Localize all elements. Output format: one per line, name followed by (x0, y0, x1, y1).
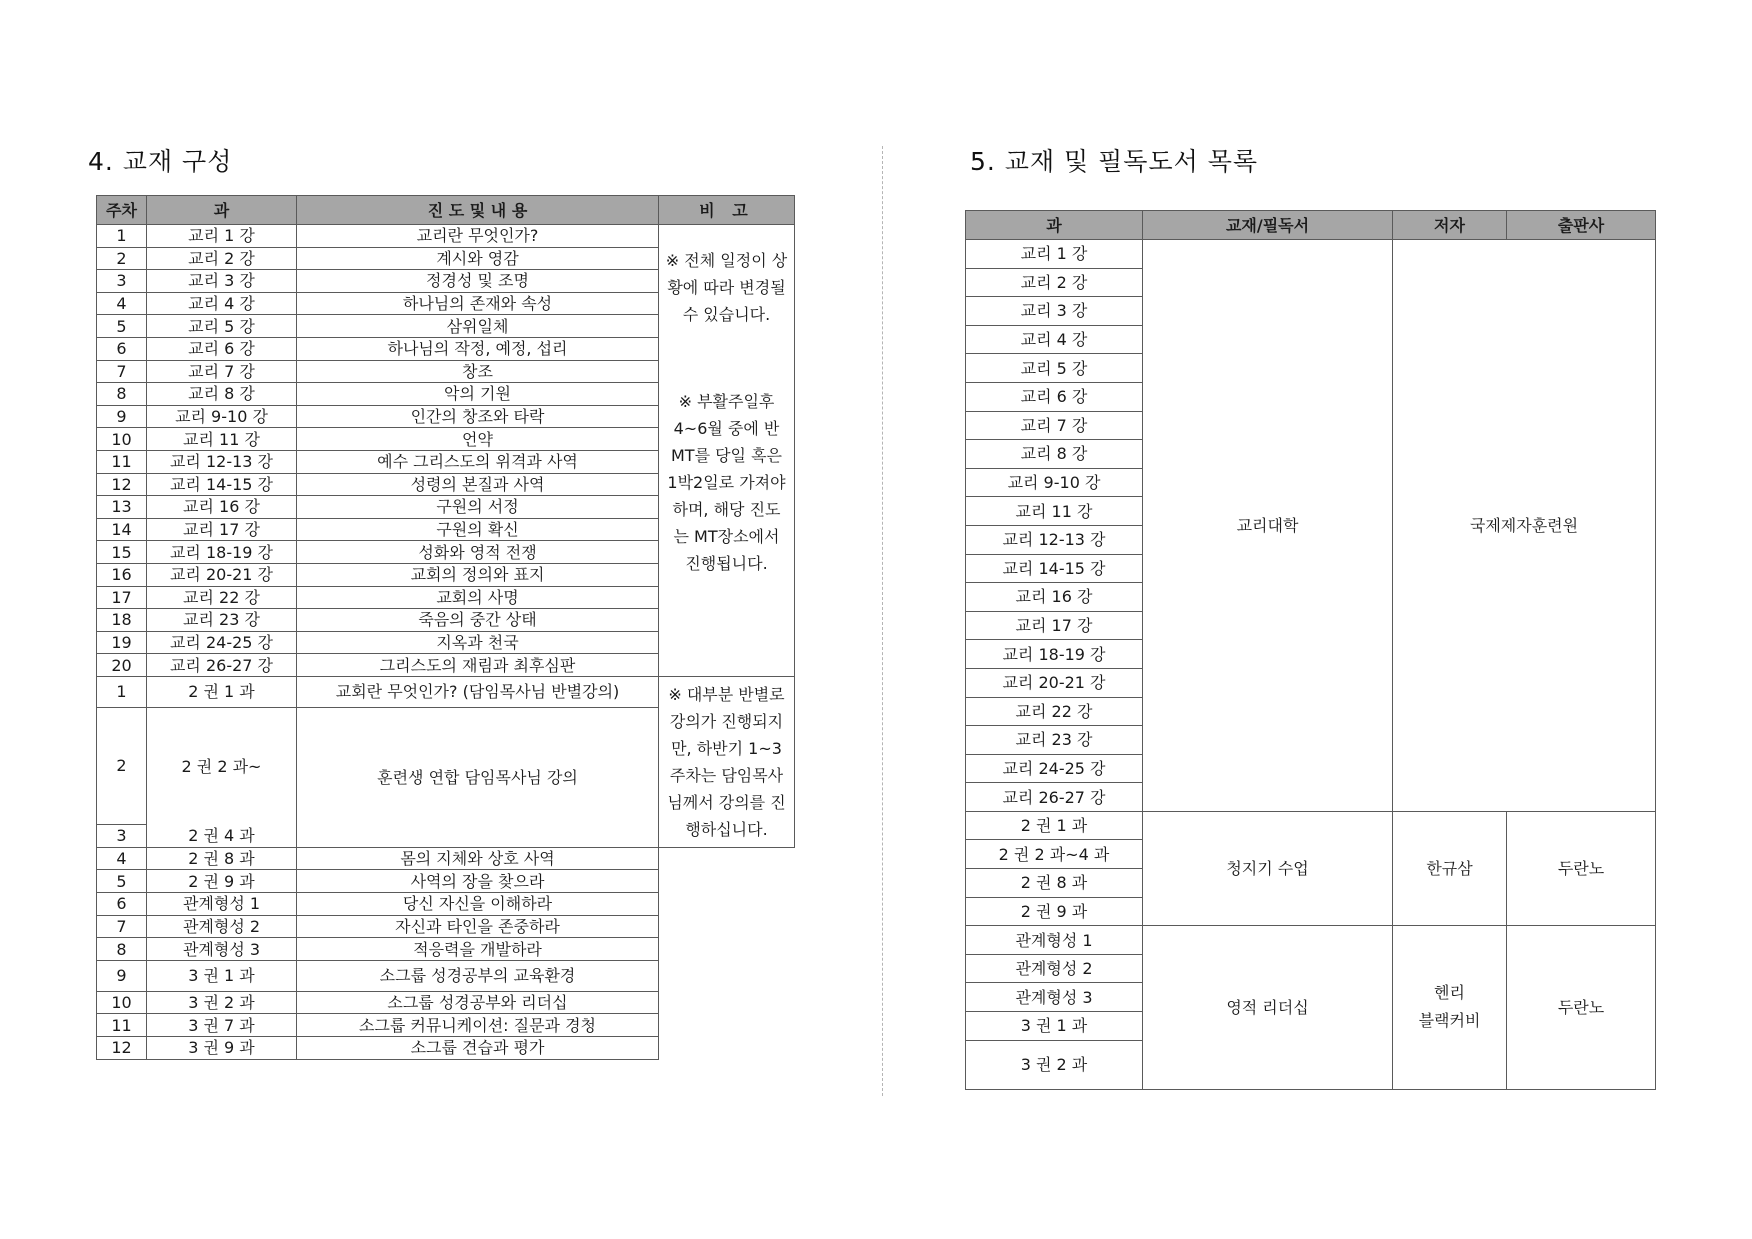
curriculum-second-half-rest (97, 847, 795, 1059)
content-cell: 죽음의 중간 상태 (297, 609, 659, 632)
header-author: 저자 (1393, 211, 1507, 240)
content-cell: 자신과 타인을 존중하라 (297, 915, 659, 938)
lesson-cell: 교리 22 강 (147, 586, 297, 609)
booklist-header-row (966, 211, 1656, 240)
lesson-cell: 교리 14-15 강 (966, 554, 1143, 583)
lesson-cell: 관계형성 3 (966, 983, 1143, 1012)
week-cell: 12 (97, 1037, 147, 1060)
note-text-3: ※ 대부분 반별로 강의가 진행되지만, 하반기 1~3주차는 담임목사님께서 강의를 진행하십니다. (667, 684, 786, 839)
table-row (97, 960, 795, 991)
lesson-cell: 교리 5 강 (147, 315, 297, 338)
content-cell: 지옥과 천국 (297, 631, 659, 654)
content-cell: 몸의 지체와 상호 사역 (297, 847, 659, 870)
content-cell: 삼위일체 (297, 315, 659, 338)
booklist-table (965, 210, 1656, 1090)
week-cell: 8 (97, 383, 147, 406)
book-cell: 청지기 수업 (1143, 811, 1393, 925)
week-cell: 7 (97, 360, 147, 383)
lesson-cell: 교리 8 강 (966, 440, 1143, 469)
lesson-cell: 교리 4 강 (147, 292, 297, 315)
lesson-cell: 교리 3 강 (966, 297, 1143, 326)
header-content: 진 도 및 내 용 (297, 196, 659, 225)
note-text-2: ※ 부활주일후 4~6월 중에 반 MT를 당일 혹은 1박2일로 가져야 하며, 해당 진도는 MT장소에서 진행됩니다. (667, 392, 786, 573)
lesson-cell: 교리 12-13 강 (966, 525, 1143, 554)
week-cell: 15 (97, 541, 147, 564)
note-cell-second-half (659, 676, 795, 847)
header-note: 비 고 (659, 196, 795, 225)
lesson-cell: 2 권 9 과 (966, 897, 1143, 926)
lesson-cell: 관계형성 1 (966, 926, 1143, 955)
lesson-cell: 관계형성 2 (147, 915, 297, 938)
week-cell: 5 (97, 870, 147, 893)
lesson-cell: 교리 1 강 (966, 240, 1143, 269)
table-row (97, 847, 795, 870)
week-cell: 3 (97, 824, 147, 847)
table-row (966, 811, 1656, 840)
publisher-cell: 두란노 (1507, 926, 1656, 1089)
lesson-cell: 2 권 2 과~4 과 (966, 840, 1143, 869)
week-cell: 4 (97, 292, 147, 315)
lesson-cell: 관계형성 3 (147, 938, 297, 961)
note-text-1: ※ 전체 일정이 상황에 따라 변경될 수 있습니다. (665, 251, 788, 324)
lesson-cell: 교리 22 강 (966, 697, 1143, 726)
week-cell: 13 (97, 496, 147, 519)
lesson-cell: 3 권 1 과 (147, 960, 297, 991)
week-cell: 18 (97, 609, 147, 632)
author-cell (1393, 926, 1507, 1089)
content-cell: 언약 (297, 428, 659, 451)
table-row (966, 240, 1656, 269)
content-cell: 악의 기원 (297, 383, 659, 406)
lesson-cell: 교리 3 강 (147, 270, 297, 293)
week-cell: 1 (97, 676, 147, 707)
page-divider (882, 146, 883, 1096)
table-row (97, 938, 795, 961)
table-row (966, 926, 1656, 955)
lesson-cell: 교리 18-19 강 (966, 640, 1143, 669)
lesson-cell: 3 권 2 과 (147, 991, 297, 1014)
week-cell: 9 (97, 960, 147, 991)
lesson-cell: 관계형성 1 (147, 893, 297, 916)
table-row (97, 870, 795, 893)
week-cell: 16 (97, 563, 147, 586)
content-cell: 소그룹 커뮤니케이션: 질문과 경청 (297, 1014, 659, 1037)
lesson-cell: 교리 17 강 (147, 518, 297, 541)
lesson-cell: 2 권 8 과 (147, 847, 297, 870)
lesson-cell-merged: 2 권 4 과 (147, 824, 297, 847)
lesson-cell: 2 권 9 과 (147, 870, 297, 893)
lesson-cell: 교리 20-21 강 (147, 563, 297, 586)
section-title-booklist: 5. 교재 및 필독도서 목록 (970, 147, 1258, 176)
content-cell: 인간의 창조와 타락 (297, 405, 659, 428)
week-cell: 11 (97, 1014, 147, 1037)
content-cell: 하나님의 존재와 속성 (297, 292, 659, 315)
lesson-cell: 교리 16 강 (147, 496, 297, 519)
content-cell: 소그룹 성경공부와 리더십 (297, 991, 659, 1014)
content-cell: 성화와 영적 전쟁 (297, 541, 659, 564)
lesson-cell: 교리 14-15 강 (147, 473, 297, 496)
week-cell: 3 (97, 270, 147, 293)
lesson-cell: 교리 11 강 (147, 428, 297, 451)
week-cell: 10 (97, 991, 147, 1014)
lesson-cell: 교리 18-19 강 (147, 541, 297, 564)
week-cell: 1 (97, 225, 147, 248)
lesson-cell: 2 권 1 과 (147, 676, 297, 707)
week-cell: 6 (97, 893, 147, 916)
header-publisher: 출판사 (1507, 211, 1656, 240)
curriculum-second-half (97, 676, 795, 847)
content-cell: 교회란 무엇인가? (담임목사님 반별강의) (297, 676, 659, 707)
lesson-cell: 2 권 8 과 (966, 869, 1143, 898)
lesson-cell: 관계형성 2 (966, 954, 1143, 983)
lesson-cell: 교리 24-25 강 (147, 631, 297, 654)
lesson-cell: 교리 17 강 (966, 611, 1143, 640)
week-cell: 2 (97, 247, 147, 270)
lesson-cell: 교리 16 강 (966, 583, 1143, 612)
author-line: 헨리 (1434, 983, 1465, 1003)
lesson-cell: 교리 24-25 강 (966, 754, 1143, 783)
week-cell: 11 (97, 450, 147, 473)
header-book: 교재/필독서 (1143, 211, 1393, 240)
content-cell: 예수 그리스도의 위격과 사역 (297, 450, 659, 473)
book-cell: 교리대학 (1143, 240, 1393, 812)
week-cell: 17 (97, 586, 147, 609)
lesson-cell: 3 권 7 과 (147, 1014, 297, 1037)
week-cell: 4 (97, 847, 147, 870)
content-cell: 교회의 사명 (297, 586, 659, 609)
week-cell: 12 (97, 473, 147, 496)
lesson-cell: 교리 23 강 (147, 609, 297, 632)
section-title-curriculum: 4. 교재 구성 (88, 147, 233, 176)
lesson-cell: 3 권 1 과 (966, 1012, 1143, 1041)
content-cell: 교리란 무엇인가? (297, 225, 659, 248)
content-cell: 정경성 및 조명 (297, 270, 659, 293)
author-cell: 한규삼 (1393, 811, 1507, 925)
content-cell: 당신 자신을 이해하라 (297, 893, 659, 916)
lesson-cell: 교리 6 강 (966, 382, 1143, 411)
header-lesson: 과 (966, 211, 1143, 240)
content-cell-merged: 훈련생 연합 담임목사님 강의 (297, 707, 659, 847)
table-row (97, 915, 795, 938)
note-cell-first-half (659, 225, 795, 677)
lesson-cell: 교리 2 강 (966, 268, 1143, 297)
curriculum-first-half (97, 225, 795, 677)
curriculum-table (96, 195, 795, 1060)
week-cell: 19 (97, 631, 147, 654)
lesson-cell: 교리 8 강 (147, 383, 297, 406)
lesson-cell: 교리 7 강 (966, 411, 1143, 440)
book-cell: 영적 리더십 (1143, 926, 1393, 1089)
lesson-cell: 2 권 1 과 (966, 811, 1143, 840)
content-cell: 창조 (297, 360, 659, 383)
week-cell: 8 (97, 938, 147, 961)
lesson-cell: 교리 12-13 강 (147, 450, 297, 473)
content-cell: 계시와 영감 (297, 247, 659, 270)
lesson-cell: 교리 2 강 (147, 247, 297, 270)
note-spacer (659, 332, 794, 384)
content-cell: 성령의 본질과 사역 (297, 473, 659, 496)
lesson-cell-merged: 2 권 2 과~ (147, 707, 297, 824)
publisher-cell: 두란노 (1507, 811, 1656, 925)
lesson-cell: 3 권 9 과 (147, 1037, 297, 1060)
table-row (97, 1037, 795, 1060)
table-row (97, 893, 795, 916)
table-row (97, 991, 795, 1014)
table-row (97, 1014, 795, 1037)
week-cell: 6 (97, 337, 147, 360)
week-cell: 9 (97, 405, 147, 428)
content-cell: 구원의 확신 (297, 518, 659, 541)
week-cell: 10 (97, 428, 147, 451)
lesson-cell: 교리 26-27 강 (966, 783, 1143, 812)
lesson-cell: 3 권 2 과 (966, 1040, 1143, 1089)
week-cell: 2 (97, 707, 147, 824)
lesson-cell: 교리 7 강 (147, 360, 297, 383)
lesson-cell: 교리 9-10 강 (966, 468, 1143, 497)
header-week: 주차 (97, 196, 147, 225)
content-cell: 적응력을 개발하라 (297, 938, 659, 961)
content-cell: 하나님의 작정, 예정, 섭리 (297, 337, 659, 360)
lesson-cell: 교리 6 강 (147, 337, 297, 360)
lesson-cell: 교리 23 강 (966, 726, 1143, 755)
author-publisher-cell: 국제제자훈련원 (1393, 240, 1656, 812)
content-cell: 소그룹 견습과 평가 (297, 1037, 659, 1060)
lesson-cell: 교리 11 강 (966, 497, 1143, 526)
booklist-body (966, 240, 1656, 1090)
week-cell: 5 (97, 315, 147, 338)
curriculum-header-row (97, 196, 795, 225)
header-lesson: 과 (147, 196, 297, 225)
week-cell: 7 (97, 915, 147, 938)
week-cell: 20 (97, 654, 147, 677)
lesson-cell: 교리 4 강 (966, 325, 1143, 354)
lesson-cell: 교리 1 강 (147, 225, 297, 248)
content-cell: 소그룹 성경공부의 교육환경 (297, 960, 659, 991)
lesson-cell: 교리 9-10 강 (147, 405, 297, 428)
lesson-cell: 교리 5 강 (966, 354, 1143, 383)
lesson-cell: 교리 20-21 강 (966, 668, 1143, 697)
content-cell: 구원의 서정 (297, 496, 659, 519)
table-row (97, 225, 795, 248)
author-line: 블랙커비 (1418, 1011, 1481, 1031)
lesson-cell: 교리 26-27 강 (147, 654, 297, 677)
content-cell: 사역의 장을 찾으라 (297, 870, 659, 893)
table-row (97, 676, 795, 707)
content-cell: 그리스도의 재림과 최후심판 (297, 654, 659, 677)
content-cell: 교회의 정의와 표지 (297, 563, 659, 586)
week-cell: 14 (97, 518, 147, 541)
